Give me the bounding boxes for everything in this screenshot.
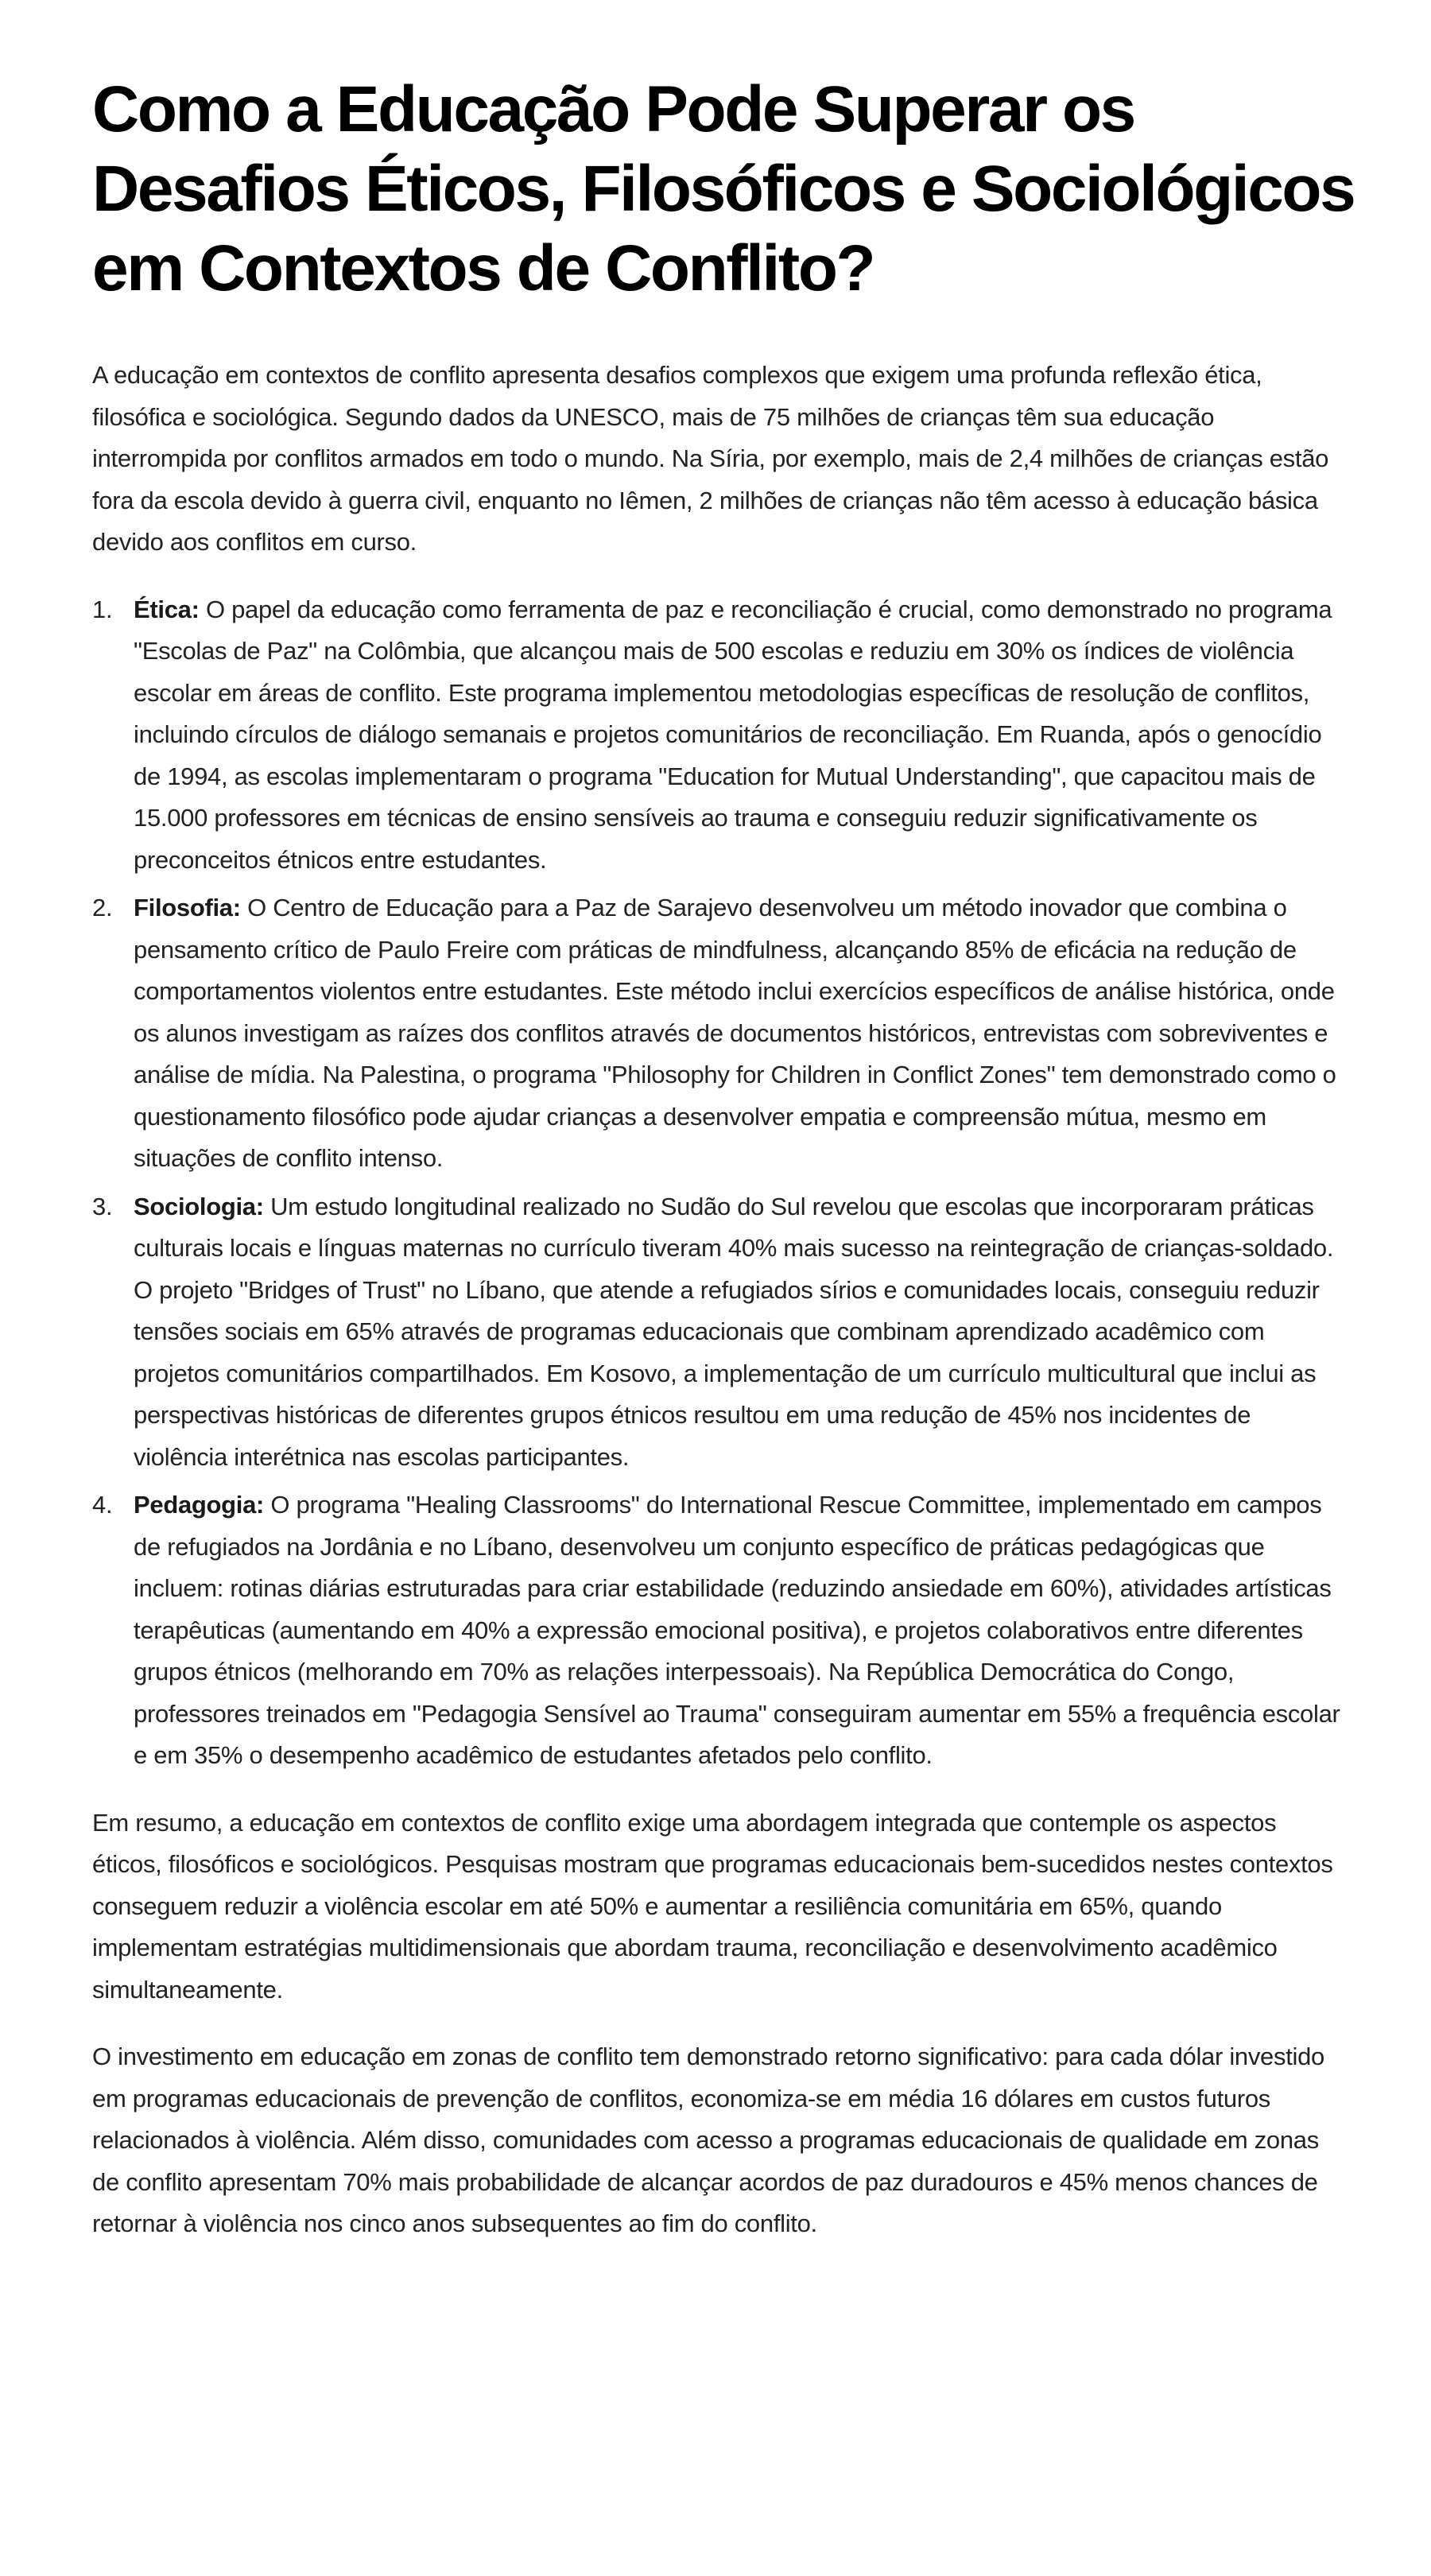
list-number: 1. [92,595,113,623]
list-item-sociologia [92,1186,1348,1479]
list-item-text: O Centro de Educação para a Paz de Sarajevo desenvolveu um método inovador que combina o pensamento crítico de Paulo Freire com práticas de mindfulness, alcançando 85% de eficácia na redução de comportamentos violentos entre estudantes. Este método inclui exercícios específicos de análise histórica, onde os alunos investigam as raízes dos conflitos através de documentos históricos, entrevistas com sobreviventes e análise de mídia. Na Palestina, o programa "Philosophy for Children in Conflict Zones" tem demonstrado como o questionamento filosófico pode ajudar crianças a desenvolver empatia e compreensão mútua, mesmo em situações de conflito intenso. [134,894,1336,1172]
list-item-etica [92,589,1348,882]
summary-paragraph: Em resumo, a educação em contextos de conflito exige uma abordagem integrada que contemple os aspectos éticos, filosóficos e sociológicos. Pesquisas mostram que programas educacionais bem-sucedidos nestes contextos conseguem reduzir a violência escolar em até 50% e aumentar a resiliência comunitária em 65%, quando implementam estratégias multidimensionais que abordam trauma, reconciliação e desenvolvimento acadêmico simultaneamente. [92,1808,1333,2004]
list-item-label: Sociologia: [134,1192,264,1220]
list-item-text: O programa "Healing Classrooms" do International Rescue Committee, implementado em campos de refugiados na Jordânia e no Líbano, desenvolveu um conjunto específico de práticas pedagógicas que incluem: rotinas diárias estruturadas para criar estabilidade (reduzindo ansiedade em 60%), atividades artísticas terapêuticas (aumentando em 40% a expressão emocional positiva), e projetos colaborativos entre diferentes grupos étnicos (melhorando em 70% as relações interpessoais). Na República Democrática do Congo, professores treinados em "Pedagogia Sensível ao Trauma" conseguiram aumentar em 55% a frequência escolar e em 35% o desempenho acadêmico de estudantes afetados pelo conflito. [134,1491,1340,1769]
list-item-pedagogia [92,1484,1348,1777]
list-item-text: O papel da educação como ferramenta de paz e reconciliação é crucial, como demonstrado no programa "Escolas de Paz" na Colômbia, que alcançou mais de 500 escolas e reduziu em 30% os índices de violência escolar em áreas de conflito. Este programa implementou metodologias específicas de resolução de conflitos, incluindo círculos de diálogo semanais e projetos comunitários de reconciliação. Em Ruanda, após o genocídio de 1994, as escolas implementaram o programa "Education for Mutual Understanding", que capacitou mais de 15.000 professores em técnicas de ensino sensíveis ao trauma e conseguiu reduzir significativamente os preconceitos étnicos entre estudantes. [134,595,1332,874]
list-item-label: Filosofia: [134,894,241,921]
list-item-text: Um estudo longitudinal realizado no Sudão do Sul revelou que escolas que incorporaram práticas culturais locais e línguas maternas no currículo tiveram 40% mais sucesso na reintegração de crianças-soldado. O projeto "Bridges of Trust" no Líbano, que atende a refugiados sírios e comunidades locais, conseguiu reduzir tensões sociais em 65% através de programas educacionais que combinam aprendizado acadêmico com projetos comunitários compartilhados. Em Kosovo, a implementação de um currículo multicultural que inclui as perspectivas históricas de diferentes grupos étnicos resultou em uma redução de 45% nos incidentes de violência interétnica nas escolas participantes. [134,1192,1334,1471]
list-item-filosofia [92,887,1348,1180]
article-content [92,70,1355,2245]
list-number: 4. [92,1491,113,1519]
investment-paragraph: O investimento em educação em zonas de conflito tem demonstrado retorno significativo: para cada dólar investido em programas educacionais de prevenção de conflitos, economiza-se em média 16 dólares em custos futuros relacionados à violência. Além disso, comunidades com acesso a programas educacionais de qualidade em zonas de conflito apresentam 70% mais probabilidade de alcançar acordos de paz duradouros e 45% menos chances de retornar à violência nos cinco anos subsequentes ao fim do conflito. [92,2043,1324,2237]
list-number: 3. [92,1192,113,1220]
article-title: Como a Educação Pode Superar os Desafios Éticos, Filosóficos e Sociológicos em Contextos de Conflito? [92,73,1355,305]
list-item-label: Pedagogia: [134,1491,265,1519]
intro-paragraph: A educação em contextos de conflito apresenta desafios complexos que exigem uma profunda reflexão ética, filosófica e sociológica. Segundo dados da UNESCO, mais de 75 milhões de crianças têm sua educação interrompida por conflitos armados em todo o mundo. Na Síria, por exemplo, mais de 2,4 milhões de crianças estão fora da escola devido à guerra civil, enquanto no Iêmen, 2 milhões de crianças não têm acesso à educação básica devido aos conflitos em curso. [92,361,1329,556]
list-item-label: Ética: [134,595,200,623]
points-list [92,589,1348,1777]
list-number: 2. [92,894,113,921]
